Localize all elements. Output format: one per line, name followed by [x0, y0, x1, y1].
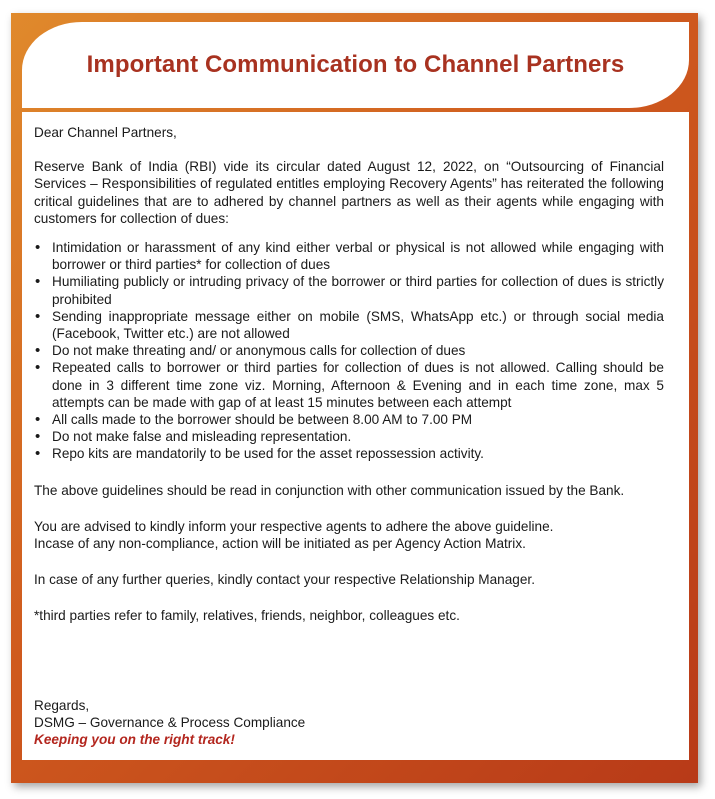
salutation: Dear Channel Partners,	[34, 125, 177, 140]
guideline-item: • Do not make false and misleading representation.	[52, 428, 664, 445]
header-banner	[22, 22, 689, 108]
guideline-item: • Repo kits are mandatorily to be used for the asset repossession activity.	[52, 445, 664, 462]
intro-paragraph: Reserve Bank of India (RBI) vide its circular dated August 12, 2022, on “Outsourcing of Financial Services – Responsibilities of regulated entitles employing Recovery Agents” has reiterated the following critical guidelines that are to adhered by channel partners as well as their agents while engaging with customers for collection of dues:	[34, 159, 664, 226]
footnote: *third parties refer to family, relatives, friends, neighbor, colleagues etc.	[34, 608, 460, 624]
advice-line-2: Incase of any non-compliance, action will be initiated as per Agency Action Matrix.	[34, 536, 526, 552]
guidelines-list	[34, 239, 664, 463]
conjunction-paragraph: The above guidelines should be read in conjunction with other communication issued by the Bank.	[34, 482, 625, 498]
letter-body	[34, 124, 664, 625]
department-name: DSMG – Governance & Process Compliance	[34, 715, 306, 731]
guideline-item: • Intimidation or harassment of any kind either verbal or physical is not allowed while engaging with borrower or third parties* for collection of dues	[52, 239, 664, 273]
guideline-item: • Humiliating publicly or intruding privacy of the borrower or third parties for collection of dues is strictly prohibited	[52, 273, 664, 307]
guideline-item: • Do not make threating and/ or anonymous calls for collection of dues	[52, 342, 664, 359]
advice-line-1: You are advised to kindly inform your respective agents to adhere the above guideline.	[34, 518, 554, 534]
signature-block	[34, 697, 305, 749]
guideline-item: • Repeated calls to borrower or third parties for collection of dues is not allowed. Calling should be done in 3 different time zone viz. Morning, Afternoon & Evening and in each time zone, max 5 attempts can be made with gap of at least 15 minutes between each attempt	[52, 359, 664, 411]
tagline: Keeping you on the right track!	[34, 732, 235, 748]
page-title: Important Communication to Channel Partners	[86, 51, 625, 78]
regards-text: Regards,	[34, 698, 90, 713]
guideline-item: • All calls made to the borrower should be between 8.00 AM to 7.00 PM	[52, 411, 664, 428]
queries-paragraph: In case of any further queries, kindly contact your respective Relationship Manager.	[34, 572, 535, 588]
guideline-item: • Sending inappropriate message either on mobile (SMS, WhatsApp etc.) or through social media (Facebook, Twitter etc.) are not allowed	[52, 308, 664, 342]
